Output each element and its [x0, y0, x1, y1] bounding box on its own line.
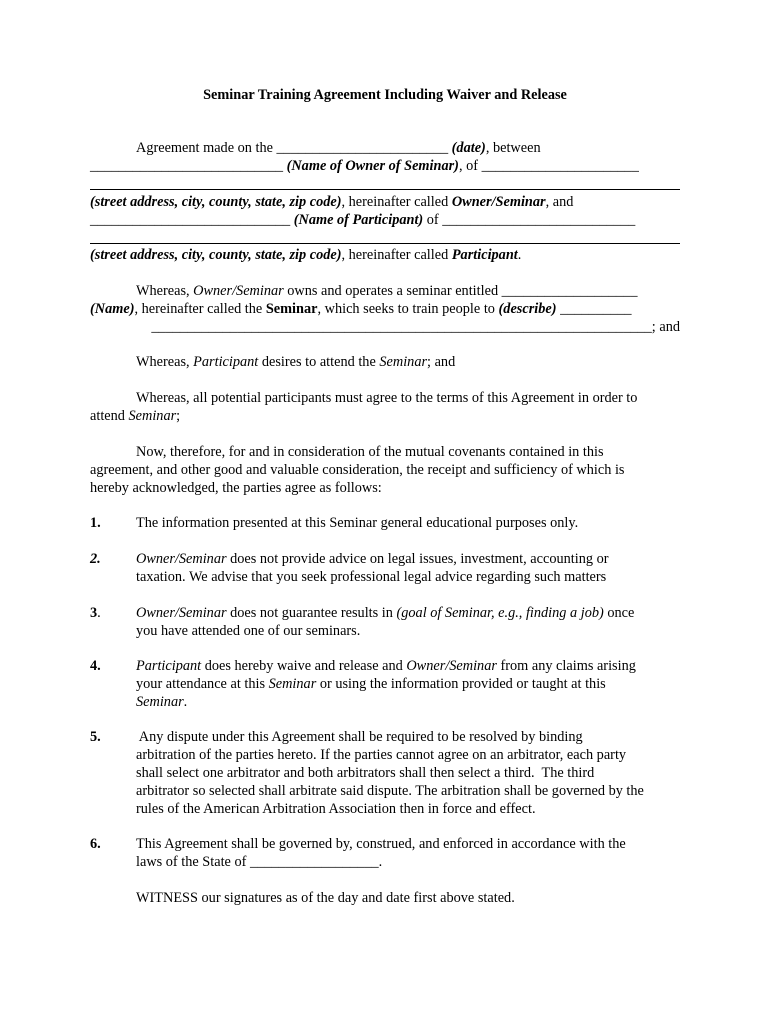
seminar-term: Seminar: [128, 408, 177, 424]
item-text: does not guarantee results in: [226, 605, 397, 621]
owner-seminar-term: Owner/Seminar: [193, 283, 284, 299]
intro-text: Agreement made on the ________________________: [136, 140, 452, 156]
now-line-3: hereby acknowledged, the parties agree as follows:: [90, 480, 382, 496]
whereas-text: owns and operates a seminar entitled ___________________: [283, 283, 638, 299]
owner-name-blank: ___________________________: [90, 158, 287, 174]
intro-line-4: [90, 211, 680, 229]
item-5-line-4: arbitrator so selected shall arbitrate said dispute. The arbitration shall be governed by the: [136, 783, 644, 799]
item-5-line-2: arbitration of the parties hereto. If the parties cannot agree on an arbitrator, each party: [136, 747, 627, 763]
intro-line-3: [90, 193, 680, 211]
item-3-line-1: [136, 604, 680, 622]
intro-line-2: [90, 157, 680, 175]
item-1-text: The information presented at this Seminar general educational purposes only.: [136, 515, 579, 531]
owner-seminar-term: Owner/Seminar: [451, 194, 546, 210]
intro-text: , between: [485, 140, 541, 156]
owner-address-label: (street address, city, county, state, zip code): [90, 194, 342, 210]
seminar-term: Seminar: [268, 676, 317, 692]
item-text: does hereby waive and release and: [201, 658, 407, 674]
item-text: does not provide advice on legal issues, investment, accounting or: [226, 551, 609, 567]
intro-text: , and: [545, 194, 574, 210]
item-5-line-5: rules of the American Arbitration Association then in force and effect.: [136, 801, 536, 817]
item-6-line-1: This Agreement shall be governed by, construed, and enforced in accordance with the: [136, 836, 626, 852]
whereas-text: , hereinafter called the: [134, 301, 266, 317]
describe-blank: __________: [556, 301, 632, 317]
intro-text: , hereinafter called: [341, 247, 452, 263]
item-5-number: 5.: [90, 729, 101, 745]
participant-address-label: (street address, city, county, state, zip code): [90, 247, 342, 263]
item-3-line-2: you have attended one of our seminars.: [136, 623, 361, 639]
witness-statement: WITNESS our signatures as of the day and date first above stated.: [136, 890, 515, 906]
whereas-text: ; and: [427, 354, 456, 370]
whereas-1-line-3: ______________________________________________________________________; and: [151, 319, 680, 335]
now-line-1: Now, therefore, for and in consideration of the mutual covenants contained in this: [136, 444, 604, 460]
whereas-text: ;: [176, 408, 181, 424]
whereas-1-line-2: [90, 300, 680, 318]
whereas-text: Whereas,: [136, 283, 194, 299]
seminar-goal-label: (goal of Seminar, e.g., finding a job): [396, 605, 604, 621]
whereas-2: [90, 353, 726, 371]
item-6-number: 6.: [90, 836, 101, 852]
item-text: your attendance at this: [136, 676, 269, 692]
intro-line-1: [90, 139, 726, 157]
address-blank-line-1: [90, 189, 680, 190]
participant-term: Participant: [136, 658, 202, 674]
document-title: Seminar Training Agreement Including Waiver and Release: [203, 87, 567, 103]
owner-seminar-term: Owner/Seminar: [136, 605, 227, 621]
item-4-number: 4.: [90, 658, 101, 674]
owner-seminar-term: Owner/Seminar: [406, 658, 497, 674]
item-4-line-3: Seminar.: [136, 694, 188, 710]
participant-name-blank: ____________________________: [90, 212, 294, 228]
item-2-line-1: [136, 550, 680, 568]
address-blank-line-2: [90, 243, 680, 244]
whereas-3-line-2: [90, 407, 680, 425]
item-6-line-2: laws of the State of __________________.: [136, 854, 383, 870]
seminar-term: Seminar: [379, 354, 428, 370]
item-2-line-2: taxation. We advise that you seek professional legal advice regarding such matters: [136, 569, 607, 585]
owner-seminar-term: Owner/Seminar: [136, 551, 227, 567]
item-1-number: 1.: [90, 515, 101, 531]
intro-line-5: [90, 246, 680, 264]
seminar-term: Seminar: [136, 694, 184, 710]
owner-name-label: (Name of Owner of Seminar): [286, 158, 459, 174]
item-text: from any claims arising: [496, 658, 636, 674]
seminar-name-label: (Name): [90, 301, 135, 317]
date-label: (date): [451, 140, 486, 156]
participant-of-blank: of ___________________________: [423, 212, 636, 228]
whereas-text: , which seeks to train people to: [317, 301, 499, 317]
item-5-line-3: shall select one arbitrator and both arbitrators shall then select a third. The third: [136, 765, 595, 781]
whereas-1-line-1: [90, 282, 726, 300]
item-text: once: [603, 605, 635, 621]
item-3-number: 3.: [90, 605, 101, 621]
item-5-line-1: Any dispute under this Agreement shall be required to be resolved by binding: [136, 729, 583, 745]
participant-term: Participant: [451, 247, 518, 263]
now-line-2: agreement, and other good and valuable consideration, the receipt and sufficiency of which is: [90, 462, 625, 478]
owner-of-blank: , of ______________________: [458, 158, 639, 174]
seminar-term: Seminar: [265, 301, 318, 317]
participant-term: Participant: [193, 354, 259, 370]
whereas-3-line-1: Whereas, all potential participants must agree to the terms of this Agreement in order to: [136, 390, 638, 406]
whereas-text: Whereas,: [136, 354, 194, 370]
item-2-number: 2.: [90, 551, 101, 567]
intro-text: .: [517, 247, 522, 263]
item-text: or using the information provided or taught at this: [316, 676, 606, 692]
item-4-line-1: [136, 657, 680, 675]
intro-text: , hereinafter called: [341, 194, 452, 210]
item-4-line-2: [136, 675, 680, 693]
describe-label: (describe): [498, 301, 557, 317]
participant-name-label: (Name of Participant): [293, 212, 424, 228]
whereas-text: desires to attend the: [258, 354, 380, 370]
whereas-text: attend: [90, 408, 129, 424]
